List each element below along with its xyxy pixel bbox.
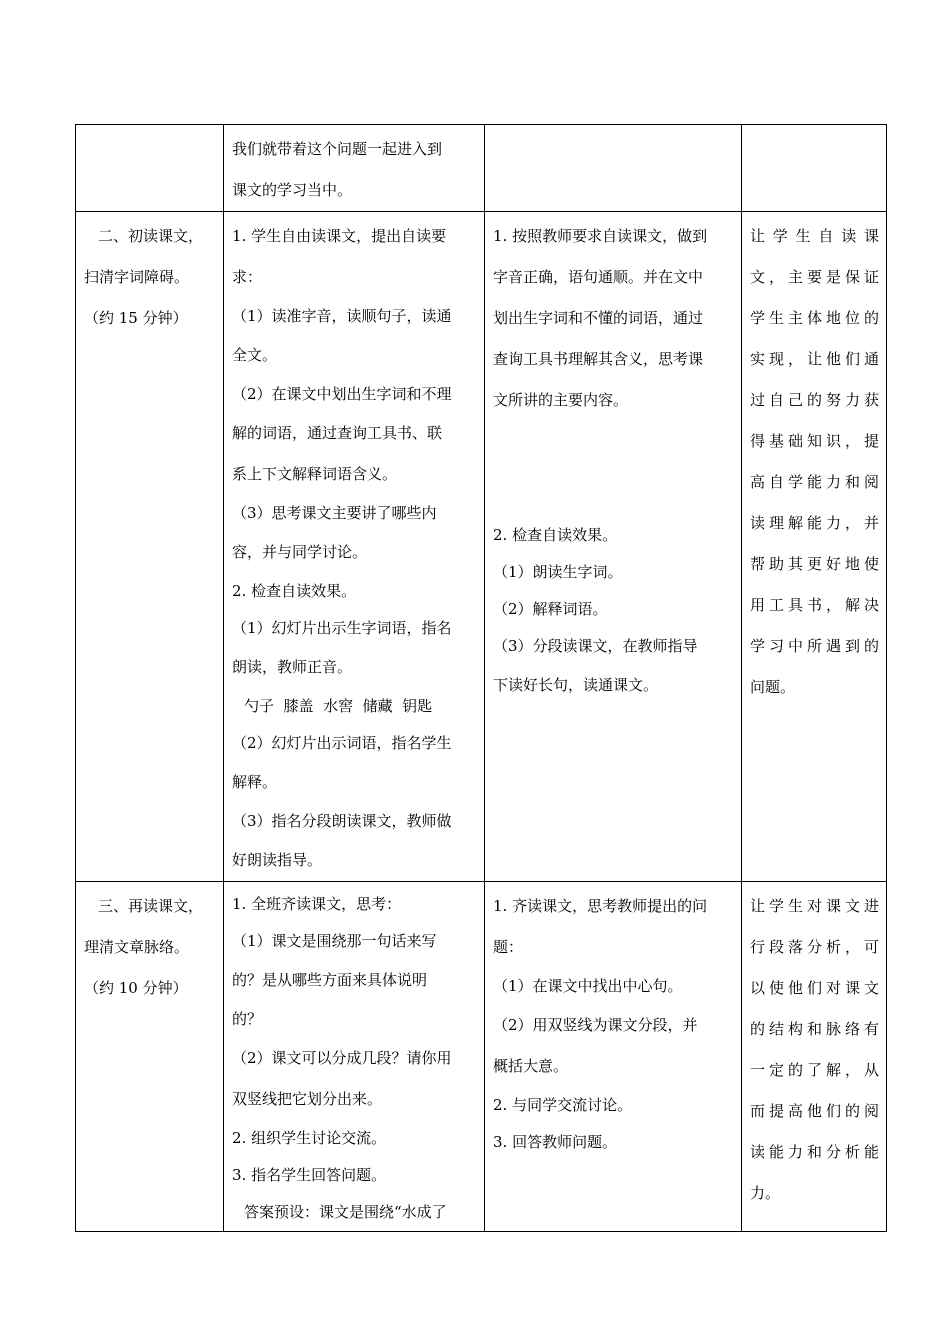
text-line: 一定的了解，从 (750, 1061, 879, 1079)
text-line: 双竖线把它划分出来。 (232, 1090, 383, 1108)
text-line: 课文的学习当中。 (232, 181, 353, 199)
text-line: （2）用双竖线为课文分段，并 (493, 1016, 698, 1034)
text-line: 1. 按照教师要求自读课文，做到 (493, 227, 708, 245)
text-line: 2. 检查自读效果。 (493, 526, 618, 544)
text-line: 问题。 (750, 678, 796, 696)
design-intent-cell (742, 212, 887, 882)
text-line: 1. 全班齐读课文，思考： (232, 895, 402, 913)
text-line: 我们就带着这个问题一起进入到 (232, 140, 443, 158)
text-line: 以使他们对课文 (750, 979, 879, 997)
text-line: 的？ (232, 1010, 263, 1028)
spacer (493, 421, 734, 517)
teacher-activity-cell (224, 882, 485, 1232)
table-row (76, 212, 887, 882)
text-line: 高自学能力和阅 (750, 473, 879, 491)
text-line: （2）解释词语。 (493, 600, 608, 618)
text-line: 用工具书，解决 (750, 596, 879, 614)
stage-title: 二、初读课文， (98, 227, 204, 245)
text-line: 2. 与同学交流讨论。 (493, 1096, 633, 1114)
text-line: 下读好长句，读通课文。 (493, 676, 659, 694)
text-line: 学习中所遇到的 (750, 637, 879, 655)
text-line: 解的词语，通过查询工具书、联 (232, 424, 443, 442)
stage-title: 理清文章脉络。 (84, 938, 190, 956)
text-line: 文，主要是保证 (750, 268, 879, 286)
text-line: 解释。 (232, 773, 278, 791)
text-line: （2）幻灯片出示词语，指名学生 (232, 734, 452, 752)
stage-cell (76, 882, 224, 1232)
table-row (76, 125, 887, 212)
text-line: （1）在课文中找出中心句。 (493, 977, 683, 995)
stage-duration: （约 10 分钟） (84, 979, 188, 997)
text-line: 3. 指名学生回答问题。 (232, 1166, 387, 1184)
text-line: 好朗读指导。 (232, 851, 323, 869)
text-line: 全文。 (232, 346, 278, 364)
text-line: 字音正确，语句通顺。并在文中 (493, 268, 704, 286)
text-line: 力。 (750, 1184, 781, 1202)
text-line: 求： (232, 268, 263, 286)
student-activity-cell (485, 882, 742, 1232)
text-line: （1）读准字音，读顺句子，读通 (232, 307, 452, 325)
text-line: 容，并与同学讨论。 (232, 543, 368, 561)
text-line: （3）思考课文主要讲了哪些内 (232, 504, 437, 522)
text-line: （1）课文是围绕那一句话来写 (232, 932, 437, 950)
text-line: （1）朗读生字词。 (493, 563, 623, 581)
text-line: 查询工具书理解其含义，思考课 (493, 350, 704, 368)
text-line: 过自己的努力获 (750, 391, 879, 409)
stage-cell (76, 212, 224, 882)
text-line: 得基础知识，提 (750, 432, 879, 450)
stage-title: 三、再读课文， (98, 897, 204, 915)
text-line: （1）幻灯片出示生字词语，指名 (232, 619, 452, 637)
text-line: 而提高他们的阅 (750, 1102, 879, 1120)
text-line: 让学生自读课 (750, 227, 879, 245)
text-line: 文所讲的主要内容。 (493, 391, 629, 409)
text-line: （3）分段读课文，在教师指导 (493, 637, 698, 655)
table-row (76, 882, 887, 1232)
text-line: 1. 齐读课文，思考教师提出的问 (493, 897, 708, 915)
teacher-activity-cell (224, 125, 485, 212)
lesson-plan-page (75, 124, 886, 1232)
text-line: 3. 回答教师问题。 (493, 1133, 618, 1151)
design-intent-cell (742, 882, 887, 1232)
text-line: 帮助其更好地使 (750, 555, 879, 573)
text-line: 划出生字词和不懂的词语，通过 (493, 309, 704, 327)
text-line: 实现，让他们通 (750, 350, 879, 368)
text-line: 的？是从哪些方面来具体说明 (232, 971, 428, 989)
text-line: （2）课文可以分成几段？请你用 (232, 1049, 452, 1067)
text-line: 2. 组织学生讨论交流。 (232, 1129, 387, 1147)
teacher-activity-cell (224, 212, 485, 882)
vocabulary-line: 勺子 膝盖 水窖 储藏 钥匙 (244, 697, 433, 715)
text-line: 读能力和分析能 (750, 1143, 879, 1161)
text-line: 1. 学生自由读课文，提出自读要 (232, 227, 447, 245)
stage-title: 扫清字词障碍。 (84, 268, 190, 286)
text-line: 2. 检查自读效果。 (232, 582, 357, 600)
text-line: 行段落分析，可 (750, 938, 879, 956)
text-line: 读理解能力，并 (750, 514, 879, 532)
text-line: 题： (493, 938, 524, 956)
lesson-plan-table (75, 124, 887, 1232)
text-line: 学生主体地位的 (750, 309, 879, 327)
text-line: 概括大意。 (493, 1057, 569, 1075)
text-line: 朗读，教师正音。 (232, 658, 353, 676)
text-line: （3）指名分段朗读课文，教师做 (232, 812, 452, 830)
text-line: 的结构和脉络有 (750, 1020, 879, 1038)
text-line: 答案预设：课文是围绕“水成了 (244, 1203, 447, 1221)
text-line: 系上下文解释词语含义。 (232, 465, 398, 483)
stage-cell (76, 125, 224, 212)
text-line: 让学生对课文进 (750, 897, 879, 915)
student-activity-cell (485, 212, 742, 882)
text-line: （2）在课文中划出生字词和不理 (232, 385, 452, 403)
design-intent-cell (742, 125, 887, 212)
stage-duration: （约 15 分钟） (84, 309, 188, 327)
student-activity-cell (485, 125, 742, 212)
